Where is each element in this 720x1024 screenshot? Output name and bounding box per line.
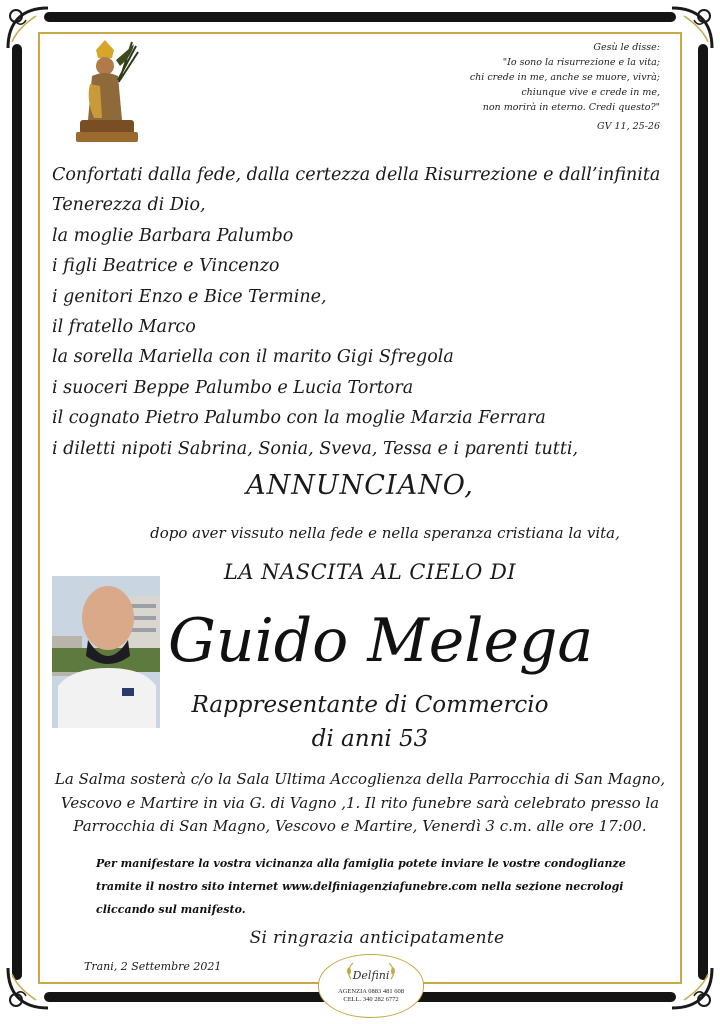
mourner-line: i suoceri Beppe Palumbo e Lucia Tortora <box>52 377 414 398</box>
agency-logo <box>318 954 424 1018</box>
verse-reference: GV 11, 25-26 <box>597 121 660 132</box>
condolence-line: Per manifestare la vostra vicinanza alla famiglia potete inviare le vostre condoglianze <box>96 857 626 870</box>
verse-line: chi crede in me, anche se muore, vivrà; <box>469 72 660 83</box>
vita-line: dopo aver vissuto nella fede e nella speranza cristiana la vita, <box>150 524 620 542</box>
condolence-line: cliccando sul manifesto. <box>96 903 246 916</box>
mourner-line: Confortati dalla fede, dalla certezza della Risurrezione e dall’infinita <box>52 165 661 185</box>
condolence-note <box>96 852 656 921</box>
corner-ornament-icon <box>2 962 54 1014</box>
thanks-line: Si ringrazia anticipatamente <box>249 928 505 948</box>
mourner-line: Tenerezza di Dio, <box>52 195 206 216</box>
verse-line: chiunque vive e crede in me, <box>521 87 660 98</box>
mourner-line: la sorella Mariella con il marito Gigi Sfregola <box>52 347 454 368</box>
agency-phone: AGENZIA 0883 481 608 <box>338 988 404 995</box>
mourner-line: la moglie Barbara Palumbo <box>52 225 294 246</box>
funeral-info-line: Parrocchia di San Magno, Vescovo e Martire, Venerdì 3 c.m. alle ore 17:00. <box>73 817 647 835</box>
funeral-info-line: Vescovo e Martire in via G. di Vagno ,1. Il rito funebre sarà celebrato presso la <box>60 793 660 812</box>
deceased-age: di anni 53 <box>311 726 429 752</box>
funeral-info <box>46 768 674 839</box>
announce-heading: ANNUNCIANO, <box>246 470 474 501</box>
funeral-info-line: La Salma sosterà c/o la Sala Ultima Accoglienza della Parrocchia di San Magno, <box>54 770 666 788</box>
mourners-list <box>52 160 662 464</box>
frame-right-bar <box>698 44 708 980</box>
deceased-role: Rappresentante di Commercio <box>191 692 549 718</box>
condolence-line: tramite il nostro sito internet www.delfiniagenziafunebre.com nella sezione necrologi <box>96 880 624 893</box>
verse-line: Gesù le disse: <box>593 42 660 53</box>
frame-left-bar <box>12 44 22 980</box>
frame-top-bar <box>44 12 676 22</box>
bible-verse <box>430 40 660 134</box>
mourner-line: il cognato Pietro Palumbo con la moglie Marzia Ferrara <box>52 408 546 429</box>
agency-brand: Delfini <box>352 969 390 982</box>
verse-line: non morirà in eterno. Credi questo?" <box>482 102 660 113</box>
date-place: Trani, 2 Settembre 2021 <box>84 960 222 973</box>
mourner-line: i genitori Enzo e Bice Termine, <box>52 286 327 307</box>
corner-ornament-icon <box>2 2 54 54</box>
verse-line: "Io sono la risurrezione e la vita; <box>502 57 660 68</box>
saint-statue-image <box>72 40 142 144</box>
deceased-name: Guido Melega <box>168 606 594 676</box>
corner-ornament-icon <box>666 2 718 54</box>
mourner-line: i diletti nipoti Sabrina, Sonia, Sveva, Tessa e i parenti tutti, <box>52 438 579 459</box>
corner-ornament-icon <box>666 962 718 1014</box>
deceased-photo <box>52 576 160 728</box>
agency-cell: CELL. 340 282 6772 <box>343 996 399 1003</box>
nascita-heading: LA NASCITA AL CIELO DI <box>223 560 517 584</box>
mourner-line: i figli Beatrice e Vincenzo <box>52 256 280 277</box>
mourner-line: il fratello Marco <box>52 317 196 338</box>
laurel-icon <box>341 961 401 981</box>
